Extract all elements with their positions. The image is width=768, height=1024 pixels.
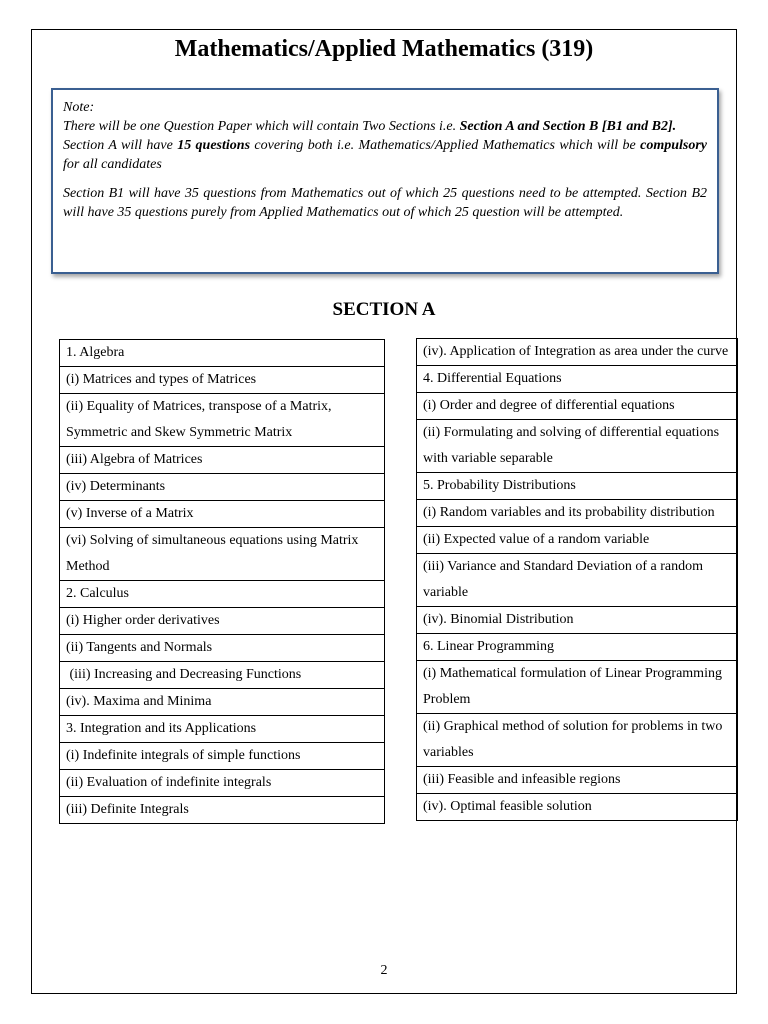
topic-cell: 3. Integration and its Applications [60,716,385,743]
topic-cell: 4. Differential Equations [417,366,738,393]
topic-cell: (iv). Optimal feasible solution [417,794,738,821]
table-row [417,393,738,420]
table-row [60,340,385,367]
note-line-1-text: There will be one Question Paper which will contain Two Sections i.e. [63,119,460,134]
topic-cell: (iii) Feasible and infeasible regions [417,767,738,794]
table-row [417,634,738,661]
table-row [60,474,385,501]
table-row [417,473,738,500]
note-heading: Note: [63,100,95,115]
topic-cell: (iii) Algebra of Matrices [60,447,385,474]
table-row [417,794,738,821]
topic-cell: 2. Calculus [60,581,385,608]
topic-cell: (i) Higher order derivatives [60,608,385,635]
topic-cell: (i) Random variables and its probability distribution [417,500,738,527]
topic-cell: (ii) Evaluation of indefinite integrals [60,770,385,797]
topic-cell: (iii) Variance and Standard Deviation of a random variable [417,554,738,607]
section-heading: SECTION A [332,299,436,320]
topic-cell: (i) Mathematical formulation of Linear Programming Problem [417,661,738,714]
topic-cell: (v) Inverse of a Matrix [60,501,385,528]
topic-cell: (iv) Determinants [60,474,385,501]
page-number: 2 [380,963,388,978]
topic-cell: (ii) Tangents and Normals [60,635,385,662]
note-line-1 [63,117,707,136]
note-line-2-text: Section A will have [63,138,178,153]
topic-cell: (ii) Formulating and solving of differential equations with variable separable [417,420,738,473]
table-row [417,527,738,554]
table-row [60,716,385,743]
topic-cell: (iv). Maxima and Minima [60,689,385,716]
topic-cell: (ii) Expected value of a random variable [417,527,738,554]
table-row [417,661,738,714]
note-line-2-bold: 15 questions [177,138,251,153]
note-line-2-middle: covering both i.e. Mathematics/Applied Mathematics which will be [250,138,641,153]
table-row [417,714,738,767]
topic-cell: (ii) Graphical method of solution for problems in two variables [417,714,738,767]
table-row [417,500,738,527]
table-row [60,608,385,635]
topic-cell: (iii) Increasing and Decreasing Functions [60,662,385,689]
left-topics-table [59,339,385,824]
topic-cell: 5. Probability Distributions [417,473,738,500]
topic-cell: (iv). Application of Integration as area under the curve [417,339,738,366]
table-row [417,767,738,794]
topic-cell: 6. Linear Programming [417,634,738,661]
note-box [51,88,719,274]
table-row [60,797,385,824]
table-row [60,689,385,716]
table-row [60,447,385,474]
table-row [60,635,385,662]
note-line-2-bold2: compulsory [640,138,707,153]
note-line-2-suffix: for all candidates [63,157,162,172]
topic-cell: (i) Order and degree of differential equations [417,393,738,420]
table-row [417,339,738,366]
table-row [60,743,385,770]
note-line-1-bold: Section A and Section B [B1 and B2]. [459,119,677,134]
topic-cell: (vi) Solving of simultaneous equations using Matrix Method [60,528,385,581]
topic-cell: (i) Matrices and types of Matrices [60,367,385,394]
topic-cell: 1. Algebra [60,340,385,367]
table-row [417,554,738,607]
table-row [60,501,385,528]
topic-cell: (iii) Definite Integrals [60,797,385,824]
document-title: Mathematics/Applied Mathematics (319) [174,36,594,62]
note-line-3: Section B1 will have 35 questions from Mathematics out of which 25 questions need to be attempted. Section B2 will have 35 questions purely from Applied Mathematics out of which 25 question will be attempted. [63,186,707,220]
right-topics-table [416,338,738,821]
table-row [60,581,385,608]
table-row [60,662,385,689]
topic-cell: (ii) Equality of Matrices, transpose of a Matrix, Symmetric and Skew Symmetric Matrix [60,394,385,447]
table-row [60,367,385,394]
topic-cell: (iv). Binomial Distribution [417,607,738,634]
table-row [60,770,385,797]
note-line-2 [63,136,707,174]
table-row [417,366,738,393]
topic-cell: (i) Indefinite integrals of simple functions [60,743,385,770]
table-row [60,528,385,581]
table-row [417,420,738,473]
table-row [417,607,738,634]
table-row [60,394,385,447]
